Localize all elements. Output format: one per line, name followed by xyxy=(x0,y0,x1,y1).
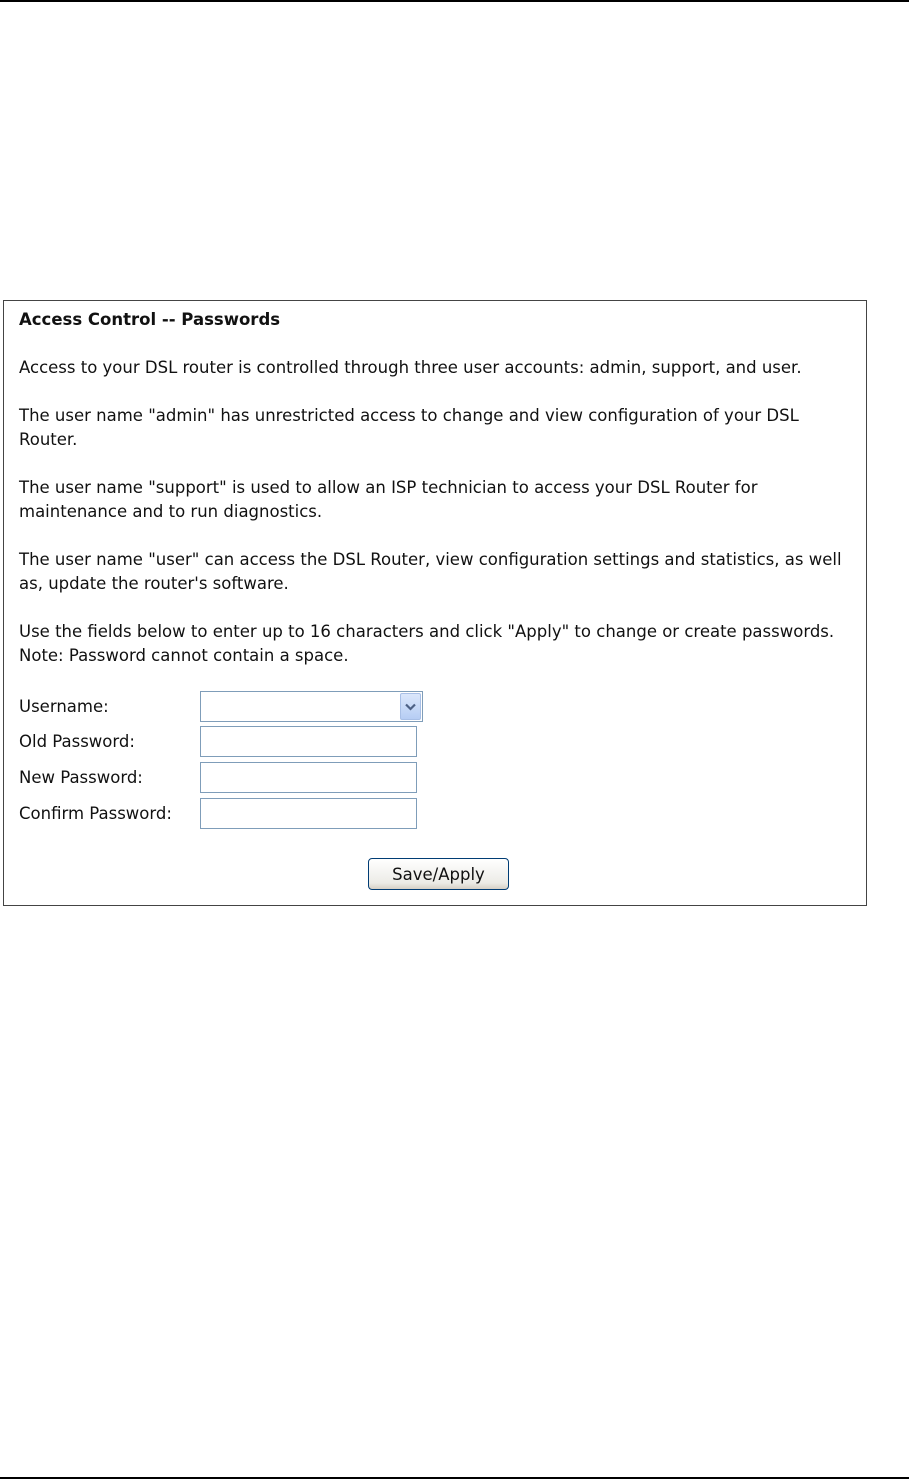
instructions-paragraph: Use the fields below to enter up to 16 characters and click "Apply" to change or create passwords. Note: Password cannot contain a space. xyxy=(19,622,835,665)
username-row xyxy=(19,691,619,725)
old-password-input[interactable] xyxy=(200,726,417,757)
chevron-down-icon[interactable] xyxy=(400,693,421,720)
page-title: Access Control -- Passwords xyxy=(19,310,281,329)
old-password-row xyxy=(19,726,619,760)
username-select[interactable] xyxy=(200,691,423,722)
bottom-page-rule xyxy=(0,1477,909,1479)
confirm-password-row xyxy=(19,798,619,832)
new-password-label: New Password: xyxy=(19,768,143,787)
top-page-rule xyxy=(0,0,909,2)
new-password-row xyxy=(19,762,619,796)
user-paragraph: The user name "user" can access the DSL Router, view configuration settings and statistics, as well as, update the router's software. xyxy=(19,550,842,593)
username-label: Username: xyxy=(19,697,109,716)
access-control-panel xyxy=(3,300,867,906)
admin-paragraph: The user name "admin" has unrestricted access to change and view configuration of your DSL Router. xyxy=(19,406,799,449)
save-apply-button[interactable]: Save/Apply xyxy=(368,858,509,890)
confirm-password-label: Confirm Password: xyxy=(19,804,172,823)
support-paragraph: The user name "support" is used to allow an ISP technician to access your DSL Router for maintenance and to run diagnostics. xyxy=(19,478,758,521)
new-password-input[interactable] xyxy=(200,762,417,793)
confirm-password-input[interactable] xyxy=(200,798,417,829)
panel-content xyxy=(19,308,849,692)
old-password-label: Old Password: xyxy=(19,732,135,751)
intro-paragraph: Access to your DSL router is controlled through three user accounts: admin, support, and user. xyxy=(19,358,802,377)
